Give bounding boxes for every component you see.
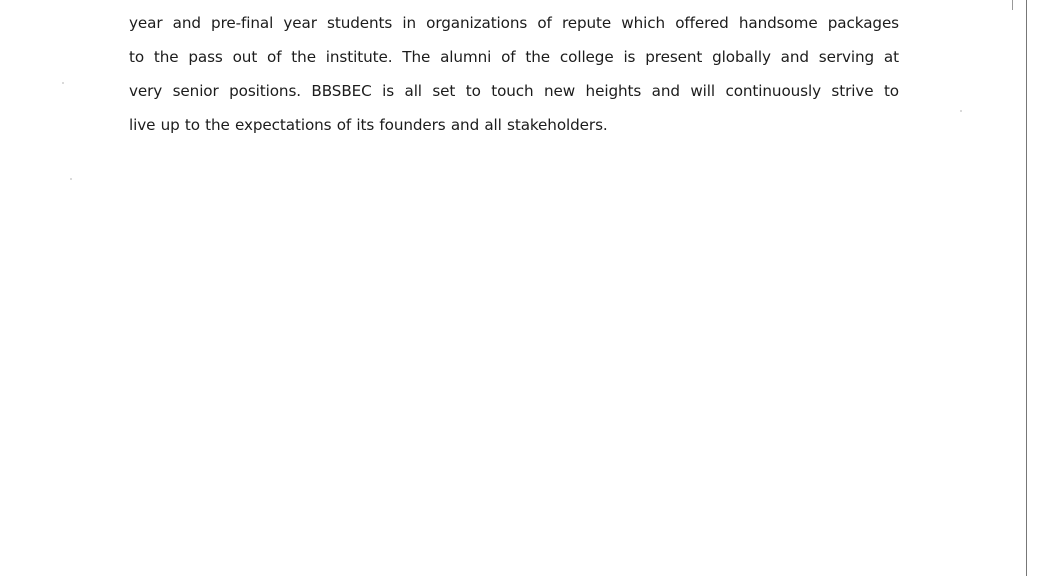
page-edge-line — [1026, 0, 1027, 576]
page-edge-mark — [1012, 0, 1013, 10]
scan-speck — [70, 178, 72, 180]
scan-speck — [62, 82, 64, 84]
scan-speck — [960, 110, 962, 112]
text-line: to the pass out of the institute. The alumni of the college is present globally and serving at — [129, 48, 899, 66]
text-line: very senior positions. BBSBEC is all set to touch new heights and will continuously strive to — [129, 82, 899, 100]
text-line: year and pre-final year students in organizations of repute which offered handsome packages — [129, 14, 899, 32]
text-line: live up to the expectations of its founders and all stakeholders. — [129, 116, 608, 134]
paragraph-text — [129, 0, 899, 142]
